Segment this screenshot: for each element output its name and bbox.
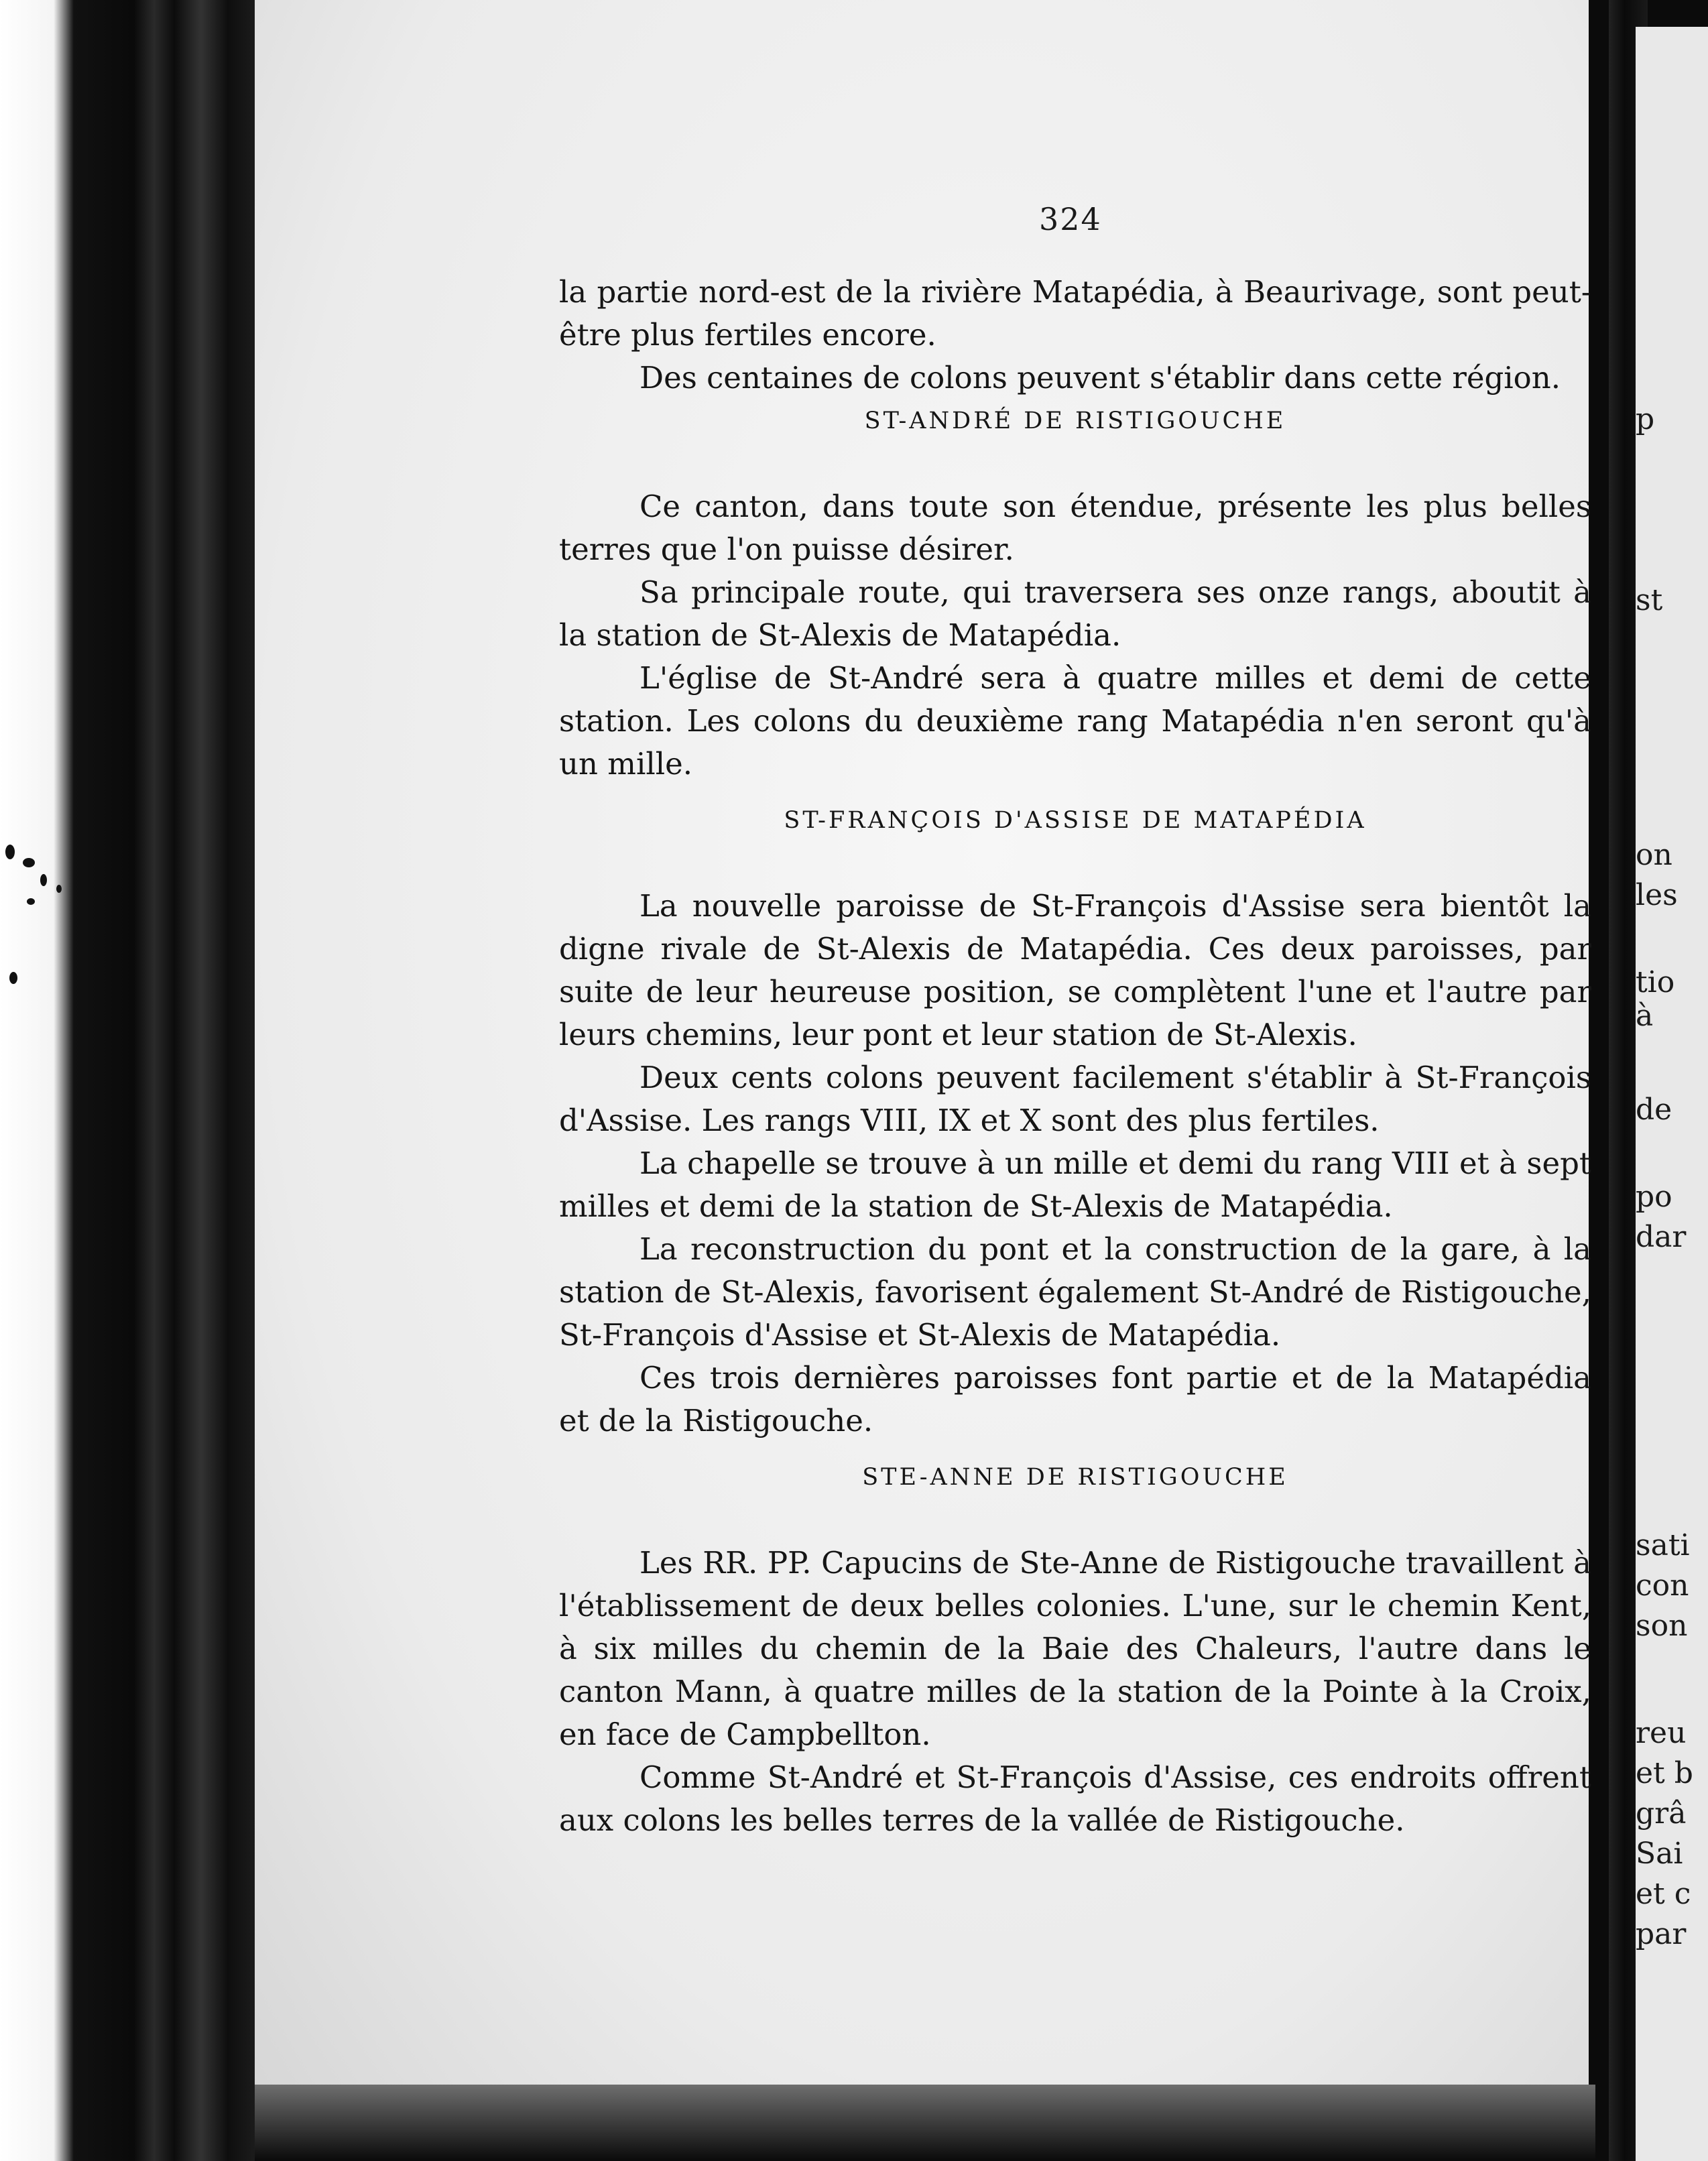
paragraph: La nouvelle paroisse de St-François d'Assise sera bientôt la digne rivale de St-Alexis de Matapédia. Ces deux paroisses, par suite de leur heureuse position, se complètent l'une et l'autre par leurs chemins, leur pont et leur station de St-Alexis. — [559, 888, 1591, 1052]
facing-fragment: sati — [1636, 1528, 1690, 1562]
facing-fragment: tio — [1636, 965, 1675, 999]
text-column — [559, 271, 1591, 1842]
facing-fragment: les — [1636, 878, 1678, 912]
paragraph: L'église de St-André sera à quatre milles et demi de cette station. Les colons du deuxième rang Matapédia n'en seront qu'à un mille. — [559, 660, 1591, 782]
facing-fragment: de — [1636, 1093, 1672, 1127]
paragraph: Des centaines de colons peuvent s'établir dans cette région. — [639, 360, 1561, 395]
binding-margin — [0, 0, 282, 2161]
binding-specks — [0, 831, 80, 1005]
paragraph: Les RR. PP. Capucins de Ste-Anne de Ristigouche travaillent à l'établissement de deux belles colonies. L'une, sur le chemin Kent, à six milles du chemin de la Baie des Chaleurs, l'autre dans le canton Mann, à quatre milles de la station de la Pointe à la Croix, en face de Campbellton. — [559, 1545, 1591, 1752]
facing-fragment: grâ — [1636, 1796, 1687, 1831]
section-heading: ST-ANDRÉ DE RISTIGOUCHE — [864, 408, 1286, 434]
facing-fragment: Sai — [1636, 1837, 1683, 1871]
facing-fragment: on — [1636, 838, 1672, 872]
facing-fragment: et c — [1636, 1877, 1691, 1911]
paragraph: Ce canton, dans toute son étendue, présente les plus belles terres que l'on puisse désirer. — [559, 489, 1591, 567]
facing-fragment: p — [1636, 402, 1655, 436]
facing-fragment: par — [1636, 1917, 1687, 1951]
paragraph: la partie nord-est de la rivière Matapédia, à Beaurivage, sont peut-être plus fertiles encore. — [559, 274, 1591, 353]
section-heading: STE-ANNE DE RISTIGOUCHE — [862, 1464, 1288, 1491]
paragraph: Sa principale route, qui traversera ses onze rangs, aboutit à la station de St-Alexis de Matapédia. — [559, 574, 1591, 653]
facing-fragment: st — [1636, 583, 1663, 617]
paragraph: Comme St-André et St-François d'Assise, ces endroits offrent aux colons les belles terres de la vallée de Ristigouche. — [559, 1759, 1591, 1838]
page-number: 324 — [1039, 201, 1102, 237]
facing-fragment: et b — [1636, 1756, 1693, 1790]
paragraph: La reconstruction du pont et la construction de la gare, à la station de St-Alexis, favorisent également St-André de Ristigouche, St-François d'Assise et St-Alexis de Matapédia. — [559, 1231, 1591, 1353]
facing-page-edge — [1636, 27, 1708, 2161]
facing-fragment: dar — [1636, 1220, 1687, 1254]
facing-fragment: con — [1636, 1568, 1689, 1603]
facing-fragment: reu — [1636, 1716, 1687, 1750]
facing-fragment: po — [1636, 1180, 1672, 1214]
facing-fragment: son — [1636, 1609, 1688, 1643]
paragraph: Deux cents colons peuvent facilement s'établir à St-François d'Assise. Les rangs VIII, IX et X sont des plus fertiles. — [559, 1060, 1591, 1138]
page-bottom-edge — [255, 2085, 1595, 2161]
paragraph: La chapelle se trouve à un mille et demi du rang VIII et à sept milles et demi de la station de St-Alexis de Matapédia. — [559, 1146, 1591, 1224]
facing-fragment: à — [1636, 999, 1654, 1033]
section-heading: ST-FRANÇOIS D'ASSISE DE MATAPÉDIA — [784, 807, 1367, 834]
paragraph: Ces trois dernières paroisses font partie et de la Matapédia et de la Ristigouche. — [559, 1360, 1591, 1438]
